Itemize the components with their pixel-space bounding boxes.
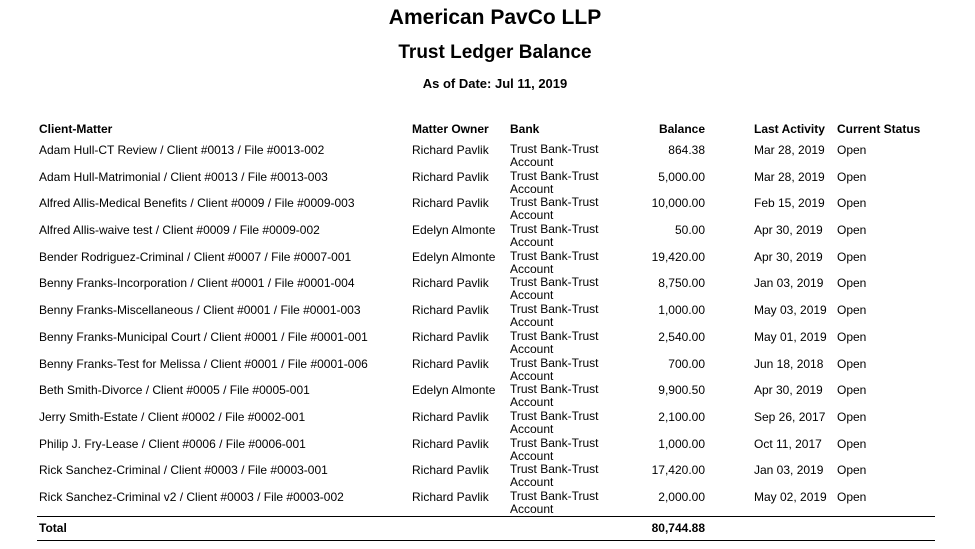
cell-bank: Trust Bank-Trust Account [510,328,599,356]
cell-balance: 1,000.00 [658,303,705,318]
total-label: Total [39,521,67,535]
cell-status: Open [837,249,867,264]
table-row [0,488,975,515]
cell-status: Open [837,169,867,184]
cell-balance: 700.00 [668,356,705,371]
table-row [0,435,975,462]
cell-bank: Trust Bank-Trust Account [510,355,599,383]
col-header-status: Current Status [837,122,921,136]
cell-bank: Trust Bank-Trust Account [510,168,599,196]
cell-matter-owner: Richard Pavlik [412,329,489,344]
cell-balance: 17,420.00 [651,463,705,478]
cell-balance: 864.38 [668,143,705,157]
cell-client-matter: Alfred Allis-waive test / Client #0009 / File #0009-002 [39,223,320,238]
cell-status: Open [837,409,867,424]
cell-client-matter: Bender Rodriguez-Criminal / Client #0007 / File #0007-001 [39,249,352,264]
col-header-client-matter: Client-Matter [39,122,113,136]
cell-matter-owner: Edelyn Almonte [412,223,496,238]
cell-matter-owner: Richard Pavlik [412,196,489,211]
cell-last-activity: May 03, 2019 [754,303,827,318]
cell-matter-owner: Richard Pavlik [412,436,489,451]
cell-status: Open [837,276,867,291]
cell-balance: 10,000.00 [651,196,705,211]
col-header-balance: Balance [658,122,705,136]
col-header-matter-owner: Matter Owner [412,122,489,136]
cell-bank: Trust Bank-Trust Account [510,488,599,516]
table-row [0,408,975,435]
table-row [0,194,975,221]
cell-bank: Trust Bank-Trust Account [510,435,599,463]
cell-matter-owner: Richard Pavlik [412,463,489,478]
total-divider [37,516,935,517]
report-title: Trust Ledger Balance [398,42,592,63]
cell-client-matter: Benny Franks-Incorporation / Client #0001 / File #0001-004 [39,276,355,291]
cell-last-activity: Apr 30, 2019 [754,223,823,238]
cell-bank: Trust Bank-Trust Account [510,408,599,436]
table-row [0,461,975,488]
col-header-last-activity: Last Activity [754,122,825,136]
table-row [0,168,975,195]
cell-balance: 9,900.50 [658,383,705,398]
cell-status: Open [837,383,867,398]
cell-client-matter: Alfred Allis-Medical Benefits / Client #0009 / File #0009-003 [39,196,355,211]
cell-bank: Trust Bank-Trust Account [510,248,599,276]
cell-last-activity: Jun 18, 2018 [754,356,824,371]
cell-bank: Trust Bank-Trust Account [510,275,599,303]
bottom-divider [37,540,935,541]
table-row [0,355,975,382]
cell-balance: 2,000.00 [658,489,705,504]
cell-client-matter: Jerry Smith-Estate / Client #0002 / File #0002-001 [39,409,306,424]
cell-status: Open [837,303,867,318]
cell-last-activity: Oct 11, 2017 [754,436,822,451]
cell-bank: Trust Bank-Trust Account [510,142,599,169]
cell-last-activity: Mar 28, 2019 [754,143,825,157]
cell-client-matter: Benny Franks-Test for Melissa / Client #0001 / File #0001-006 [39,356,368,371]
cell-balance: 1,000.00 [658,436,705,451]
company-name: American PavCo LLP [388,6,602,29]
cell-balance: 8,750.00 [658,276,705,291]
table-row [0,141,975,168]
total-balance: 80,744.88 [651,521,705,535]
cell-status: Open [837,436,867,451]
col-header-bank: Bank [510,122,540,136]
cell-status: Open [837,143,867,157]
ledger-rows [0,141,975,515]
cell-balance: 2,540.00 [658,329,705,344]
table-row [0,301,975,328]
cell-matter-owner: Richard Pavlik [412,143,489,157]
cell-last-activity: May 01, 2019 [754,329,827,344]
cell-bank: Trust Bank-Trust Account [510,302,599,330]
cell-client-matter: Benny Franks-Miscellaneous / Client #0001 / File #0001-003 [39,303,361,318]
table-row [0,274,975,301]
cell-client-matter: Adam Hull-Matrimonial / Client #0013 / File #0013-003 [39,169,328,184]
cell-balance: 2,100.00 [658,409,705,424]
cell-client-matter: Beth Smith-Divorce / Client #0005 / File #0005-001 [39,383,310,398]
cell-matter-owner: Edelyn Almonte [412,249,496,264]
table-row [0,381,975,408]
cell-matter-owner: Richard Pavlik [412,169,489,184]
cell-client-matter: Benny Franks-Municipal Court / Client #0001 / File #0001-001 [39,329,368,344]
table-row [0,248,975,275]
cell-client-matter: Adam Hull-CT Review / Client #0013 / File #0013-002 [39,143,325,157]
cell-bank: Trust Bank-Trust Account [510,382,599,410]
cell-last-activity: Sep 26, 2017 [754,409,826,424]
cell-client-matter: Rick Sanchez-Criminal / Client #0003 / File #0003-001 [39,463,328,478]
cell-last-activity: Feb 15, 2019 [754,196,825,211]
cell-status: Open [837,463,867,478]
cell-last-activity: Jan 03, 2019 [754,463,824,478]
cell-balance: 50.00 [674,223,705,238]
cell-last-activity: Apr 30, 2019 [754,249,823,264]
cell-bank: Trust Bank-Trust Account [510,462,599,490]
cell-balance: 5,000.00 [658,169,705,184]
cell-balance: 19,420.00 [651,249,705,264]
cell-matter-owner: Richard Pavlik [412,276,489,291]
cell-last-activity: Jan 03, 2019 [754,276,824,291]
cell-status: Open [837,223,867,238]
table-row [0,328,975,355]
cell-bank: Trust Bank-Trust Account [510,222,599,250]
cell-matter-owner: Edelyn Almonte [412,383,496,398]
cell-status: Open [837,489,867,504]
cell-matter-owner: Richard Pavlik [412,489,489,504]
cell-status: Open [837,329,867,344]
cell-last-activity: May 02, 2019 [754,489,827,504]
cell-status: Open [837,356,867,371]
cell-client-matter: Rick Sanchez-Criminal v2 / Client #0003 / File #0003-002 [39,489,344,504]
table-row [0,221,975,248]
cell-bank: Trust Bank-Trust Account [510,195,599,223]
cell-status: Open [837,196,867,211]
cell-last-activity: Apr 30, 2019 [754,383,823,398]
cell-last-activity: Mar 28, 2019 [754,169,825,184]
cell-matter-owner: Richard Pavlik [412,409,489,424]
cell-matter-owner: Richard Pavlik [412,303,489,318]
cell-client-matter: Philip J. Fry-Lease / Client #0006 / File #0006-001 [39,436,306,451]
as-of-date: As of Date: Jul 11, 2019 [422,76,568,91]
cell-matter-owner: Richard Pavlik [412,356,489,371]
